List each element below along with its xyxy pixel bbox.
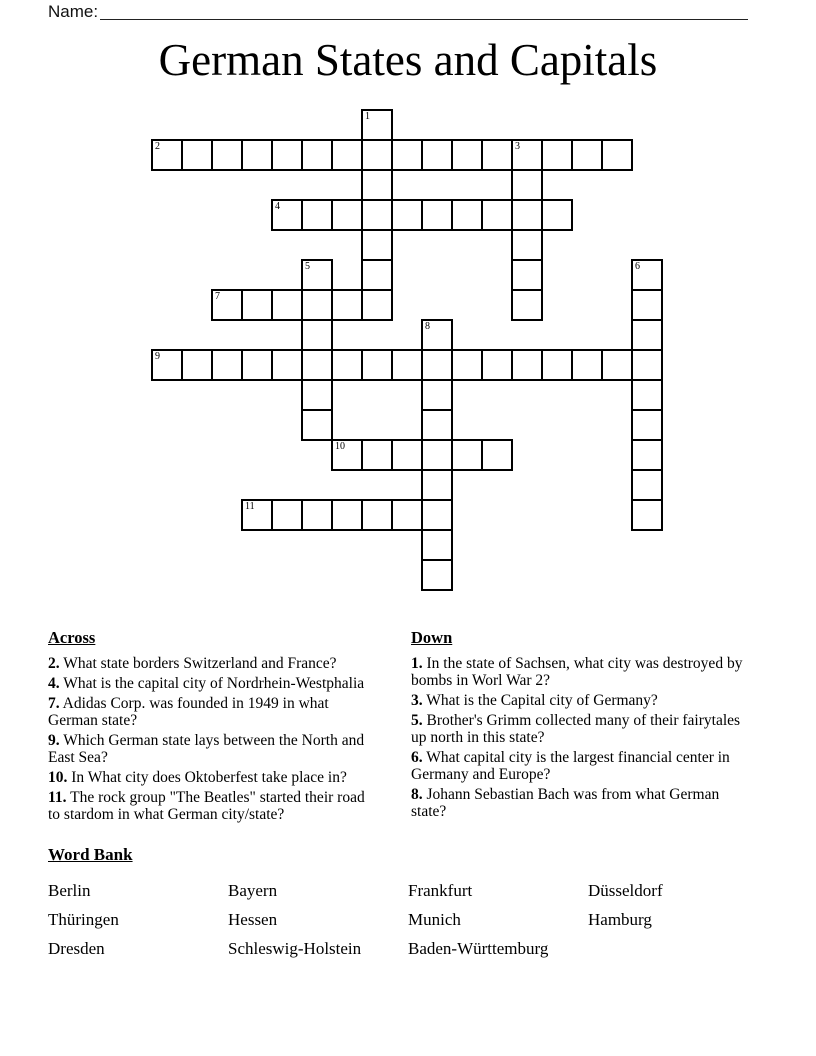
grid-cell[interactable] (421, 139, 453, 171)
grid-cell[interactable] (271, 139, 303, 171)
grid-cell[interactable] (481, 139, 513, 171)
grid-cell[interactable] (511, 349, 543, 381)
word-bank-item: Thüringen (48, 910, 119, 929)
grid-cell[interactable] (361, 139, 393, 171)
grid-cell[interactable] (571, 349, 603, 381)
clue-number: 11. (48, 789, 67, 806)
grid-cell[interactable] (331, 199, 363, 231)
grid-cell[interactable] (301, 139, 333, 171)
clue-text: What is the Capital city of Germany? (426, 692, 658, 709)
grid-cell[interactable] (361, 109, 393, 141)
grid-cell[interactable] (631, 409, 663, 441)
grid-cell[interactable] (541, 139, 573, 171)
page-title: German States and Capitals (158, 35, 658, 85)
clue-number: 7. (48, 695, 60, 712)
word-bank-section (48, 845, 778, 963)
word-bank-item: Bayern (228, 881, 278, 900)
word-bank-item: Hessen (228, 910, 278, 929)
clue-down-3 (411, 692, 751, 709)
clue-number: 9. (48, 732, 60, 749)
clue-text: The rock group "The Beatles" started their road to stardom in what German city/state? (48, 789, 365, 823)
cell-number-label: 10 (335, 441, 345, 452)
word-bank-heading: Word Bank (48, 845, 133, 864)
crossword-grid (151, 109, 664, 592)
grid-cell[interactable] (241, 349, 273, 381)
grid-cell[interactable] (421, 349, 453, 381)
clue-number: 8. (411, 786, 423, 803)
name-row (48, 2, 98, 22)
grid-cell[interactable] (271, 499, 303, 531)
grid-cell[interactable] (151, 139, 183, 171)
word-bank-item: Schleswig-Holstein (228, 939, 362, 958)
clue-down-6 (411, 749, 751, 783)
grid-cell[interactable] (361, 499, 393, 531)
grid-cell[interactable] (271, 199, 303, 231)
clue-number: 10. (48, 769, 68, 786)
grid-cell[interactable] (511, 229, 543, 261)
grid-cell[interactable] (361, 229, 393, 261)
grid-cell[interactable] (421, 199, 453, 231)
cell-number-label: 4 (275, 201, 280, 212)
clue-number: 4. (48, 675, 60, 692)
grid-cell[interactable] (511, 139, 543, 171)
grid-cell[interactable] (421, 469, 453, 501)
grid-cell[interactable] (571, 139, 603, 171)
grid-cell[interactable] (541, 349, 573, 381)
clue-down-5 (411, 712, 751, 746)
grid-cell[interactable] (361, 259, 393, 291)
word-bank-item: Munich (408, 910, 461, 929)
grid-cell[interactable] (301, 289, 333, 321)
cell-number-label: 2 (155, 141, 160, 152)
clue-across-11 (48, 789, 366, 823)
word-bank-grid (48, 876, 778, 963)
down-clues-section (411, 628, 751, 823)
grid-cell[interactable] (421, 529, 453, 561)
clue-text: In the state of Sachsen, what city was destroyed by bombs in Worl War 2? (411, 655, 743, 689)
grid-cell[interactable] (331, 139, 363, 171)
grid-cell[interactable] (391, 439, 423, 471)
grid-cell[interactable] (331, 349, 363, 381)
grid-cell[interactable] (301, 319, 333, 351)
grid-cell[interactable] (631, 469, 663, 501)
grid-cell[interactable] (211, 349, 243, 381)
grid-cell[interactable] (511, 169, 543, 201)
clue-text: What state borders Switzerland and France? (63, 655, 337, 672)
grid-cell[interactable] (331, 289, 363, 321)
grid-cell[interactable] (271, 289, 303, 321)
grid-cell[interactable] (301, 409, 333, 441)
clue-number: 2. (48, 655, 60, 672)
clue-text: What is the capital city of Nordrhein-Westphalia (63, 675, 365, 692)
grid-cell[interactable] (451, 439, 483, 471)
clue-text: In What city does Oktoberfest take place in? (71, 769, 347, 786)
grid-cell[interactable] (601, 139, 633, 171)
grid-cell[interactable] (361, 169, 393, 201)
cell-number-label: 1 (365, 111, 370, 122)
grid-cell[interactable] (421, 379, 453, 411)
grid-cell[interactable] (421, 499, 453, 531)
grid-cell[interactable] (391, 499, 423, 531)
clue-down-1 (411, 655, 751, 689)
clue-text: Johann Sebastian Bach was from what German state? (411, 786, 720, 820)
cell-number-label: 8 (425, 321, 430, 332)
clue-text: Brother's Grimm collected many of their fairytales up north in this state? (411, 712, 741, 746)
clue-number: 3. (411, 692, 423, 709)
clue-across-9 (48, 732, 366, 766)
grid-cell[interactable] (511, 259, 543, 291)
across-heading: Across (48, 628, 96, 647)
grid-cell[interactable] (631, 289, 663, 321)
grid-cell[interactable] (511, 199, 543, 231)
grid-cell[interactable] (271, 349, 303, 381)
grid-cell[interactable] (301, 199, 333, 231)
grid-cell[interactable] (421, 439, 453, 471)
grid-cell[interactable] (391, 199, 423, 231)
grid-cell[interactable] (361, 439, 393, 471)
grid-cell[interactable] (451, 199, 483, 231)
grid-cell[interactable] (301, 499, 333, 531)
grid-cell[interactable] (331, 499, 363, 531)
cell-number-label: 5 (305, 261, 310, 272)
grid-cell[interactable] (331, 439, 363, 471)
grid-cell[interactable] (301, 349, 333, 381)
cell-number-label: 3 (515, 141, 520, 152)
clue-across-4 (48, 675, 366, 692)
grid-cell[interactable] (181, 139, 213, 171)
cell-number-label: 11 (245, 501, 255, 512)
grid-cell[interactable] (151, 349, 183, 381)
grid-cell[interactable] (391, 139, 423, 171)
grid-cell[interactable] (421, 559, 453, 591)
grid-cell[interactable] (361, 199, 393, 231)
grid-cell[interactable] (241, 289, 273, 321)
grid-cell[interactable] (631, 499, 663, 531)
grid-cell[interactable] (301, 259, 333, 291)
word-bank-item: Berlin (48, 881, 91, 900)
across-clues-section (48, 628, 366, 826)
grid-cell[interactable] (541, 199, 573, 231)
clue-across-7 (48, 695, 366, 729)
grid-cell[interactable] (211, 139, 243, 171)
grid-cell[interactable] (631, 259, 663, 291)
grid-cell[interactable] (301, 379, 333, 411)
grid-cell[interactable] (601, 349, 633, 381)
grid-cell[interactable] (481, 439, 513, 471)
grid-cell[interactable] (481, 349, 513, 381)
grid-cell[interactable] (421, 319, 453, 351)
clue-down-8 (411, 786, 751, 820)
word-bank-item: Frankfurt (408, 881, 473, 900)
clue-across-2 (48, 655, 366, 672)
grid-cell[interactable] (241, 499, 273, 531)
clue-number: 6. (411, 749, 423, 766)
cell-number-label: 9 (155, 351, 160, 362)
grid-cell[interactable] (361, 289, 393, 321)
grid-cell[interactable] (391, 349, 423, 381)
clue-number: 5. (411, 712, 423, 729)
name-label: Name: (48, 2, 99, 21)
grid-cell[interactable] (631, 319, 663, 351)
cell-number-label: 7 (215, 291, 220, 302)
grid-cell[interactable] (451, 139, 483, 171)
grid-cell[interactable] (361, 349, 393, 381)
clue-across-10 (48, 769, 366, 786)
word-bank-item: Dresden (48, 939, 105, 958)
grid-cell[interactable] (631, 439, 663, 471)
cell-number-label: 6 (635, 261, 640, 272)
grid-cell[interactable] (241, 139, 273, 171)
grid-cell[interactable] (181, 349, 213, 381)
grid-cell[interactable] (511, 289, 543, 321)
grid-cell[interactable] (421, 409, 453, 441)
word-bank-item: Hamburg (588, 910, 652, 929)
down-heading: Down (411, 628, 453, 647)
grid-cell[interactable] (451, 349, 483, 381)
clue-text: What capital city is the largest financial center in Germany and Europe? (411, 749, 730, 783)
clue-text: Which German state lays between the North and East Sea? (48, 732, 365, 766)
grid-cell[interactable] (631, 349, 663, 381)
word-bank-item: Düsseldorf (588, 881, 663, 900)
clue-number: 1. (411, 655, 423, 672)
grid-cell[interactable] (211, 289, 243, 321)
word-bank-item: Baden-Württemburg (408, 939, 549, 958)
grid-cell[interactable] (631, 379, 663, 411)
name-input-line[interactable] (100, 3, 748, 20)
grid-cell[interactable] (481, 199, 513, 231)
clue-text: Adidas Corp. was founded in 1949 in what German state? (48, 695, 329, 729)
